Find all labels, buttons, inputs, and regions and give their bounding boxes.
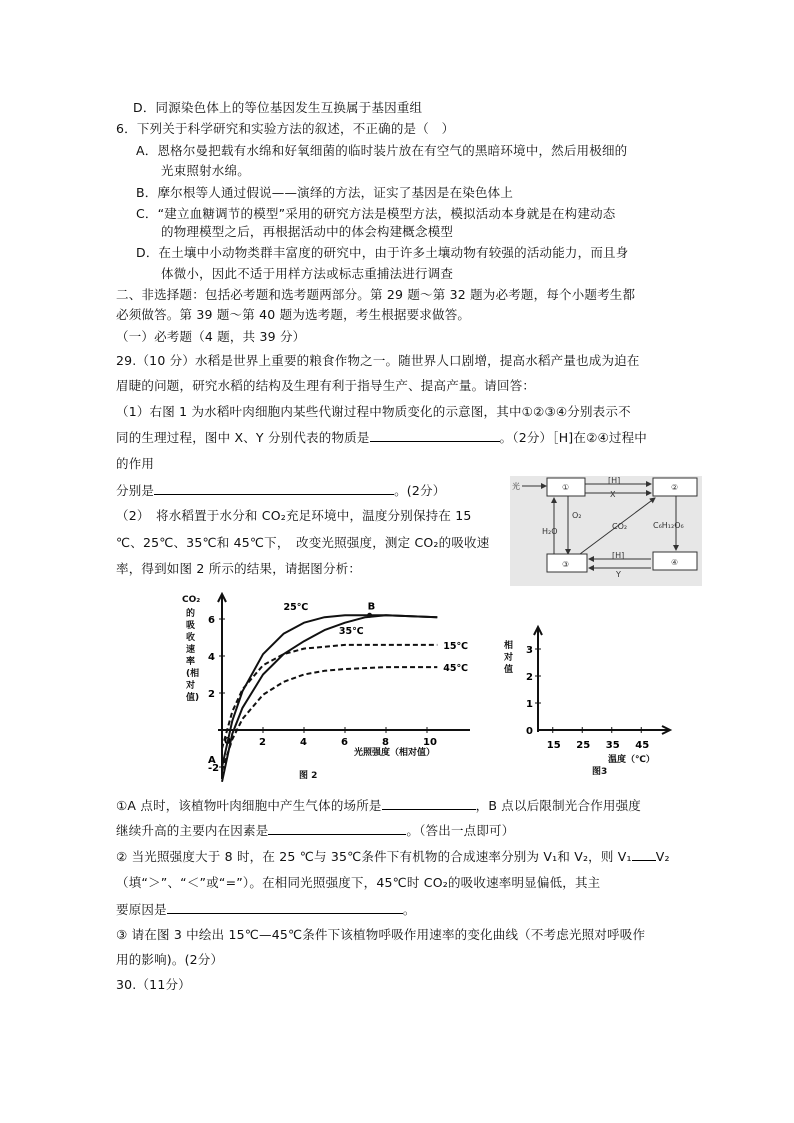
figure-3-chart [498,622,673,782]
q29-intro: 29.（10 分）水稻是世界上重要的粮食作物之一。随世界人口剧增，提高水稻产量也成为迫在 [116,353,640,368]
fig3-ylabel-1: 相 [504,641,514,651]
fig3-caption: 图3 [592,767,608,777]
subq-2-text: ② 当光照强度大于 8 时，在 25 ℃与 35℃条件下有机物的合成速率分别为 V₁和 V₂，则 V₁ [116,849,632,864]
fig3-ytick-label: 0 [526,726,533,737]
fig1-process-4: ④ [671,558,679,567]
fig2-series-label: 15℃ [443,640,468,652]
answer-blank-reason[interactable] [167,901,403,914]
fig2-ylabel-6: 率 [186,657,196,667]
option-d-cont: 体微小，因此不适于用样方法或标志重捕法进行调查 [161,266,454,281]
fig1-h-top: [H] [608,476,621,485]
subq-3: ③ 请在图 3 中绘出 15℃—45℃条件下该植物呼吸作用速率的变化曲线（不考虑光照对呼吸作 [116,927,646,942]
fig2-ylabel-7: (相 [186,669,200,679]
fig3-ytick-label: 2 [526,672,533,683]
figure-1-diagram [510,476,702,586]
fig2-series-line [222,645,437,749]
fig2-ytick-label: 4 [208,652,215,663]
fig1-h-bot: [H] [612,551,625,560]
fig2-series-line [222,615,437,767]
fig2-ytick-label: 2 [208,689,215,700]
fig1-light-label: 光 [512,482,520,491]
answer-blank-factor[interactable] [268,822,406,835]
fig2-xtick-label: 4 [300,737,307,748]
fig2-point-b-label: B [367,601,376,613]
fig3-xtick-label: 45 [635,740,650,751]
fig3-xlabel: 温度（℃） [608,755,655,765]
answer-blank-compare[interactable] [632,848,656,861]
fig1-glucose: C₆H₁₂O₆ [653,521,684,530]
subq-1-cont [116,822,514,839]
q29-part2: （2） 将水稻置于水分和 CO₂充足环境中，温度分别保持在 15 [116,508,472,523]
subq-1-cont-text: 继续升高的主要内在因素是 [116,823,269,838]
required-heading: （一）必考题（4 题，共 39 分） [116,329,306,344]
fig2-ylabel-3: 吸 [186,621,196,631]
fig3-ylabel-2: 对 [504,653,514,663]
fig2-point-b [367,613,372,618]
fig2-caption: 图 2 [299,771,318,781]
subq-3-cont: 用的影响)。(2分） [116,952,224,967]
subq-2 [116,848,670,865]
option-a-cont: 光束照射水绵。 [161,163,250,178]
answer-blank-xy[interactable] [370,429,500,442]
answer-blank-gas-site[interactable] [382,797,476,810]
fig3-ylabel-3: 值 [504,665,514,675]
option-b: B．摩尔根等人通过假说——演绎的方法，证实了基因是在染色体上 [136,185,514,200]
subq-2-cont2 [116,901,416,918]
fig2-ylabel-1: CO₂ [182,595,201,605]
fig3-xtick-label: 25 [576,740,591,751]
fig1-process-3: ③ [562,560,570,569]
option-c: C．“建立血糖调节的模型”采用的研究方法是模型方法，模拟活动本身就是在构建动态 [136,206,616,221]
fig1-x: X [610,490,616,499]
fig3-ytick-label: 3 [526,645,533,656]
fig2-ylabel-5: 速 [186,645,196,655]
subq-1 [116,797,641,814]
section-2-intro: 二、非选择题：包括必考题和选考题两部分。第 29 题～第 32 题为必考题，每个小题考生都 [116,287,636,302]
fig2-xtick-label: 10 [423,737,437,748]
option-d-q5: D．同源染色体上的等位基因发生互换属于基因重组 [133,100,423,115]
fig3-xtick-label: 15 [546,740,561,751]
q29-part1-answer-line [116,482,445,499]
q29-part1: （1）右图 1 为水稻叶肉细胞内某些代谢过程中物质变化的示意图，其中①②③④分别表示不 [116,404,631,419]
q29-part1-text: 同的生理过程，图中 X、Y 分别代表的物质是 [116,430,370,445]
subq-2-v2: V₂ [655,849,670,864]
subq-1-text: ①A 点时，该植物叶肉细胞中产生气体的场所是 [116,798,382,813]
answer-blank-h-role[interactable] [154,482,394,495]
fig2-xtick-label: 2 [259,737,266,748]
fig2-point-a-label: A [208,755,216,766]
fig2-ylabel-8: 对 [186,681,196,691]
fig1-process-1: ① [562,483,570,492]
q29-intro-cont: 眉睫的问题，研究水稻的结构及生理有利于指导生产、提高产量。请回答： [116,378,536,393]
fig2-xtick-label: 8 [382,737,389,748]
fig1-y: Y [616,570,621,579]
fig1-h2o: H₂O [542,527,558,536]
fig1-o2: O₂ [572,511,582,520]
q29-part2-cont2: 率，得到如图 2 所示的结果，请据图分析： [116,561,362,576]
fig2-series-label: 35℃ [338,625,364,637]
q29-part1-tail: 。（2分）［H]在②④过程中 [499,430,647,445]
fig2-xtick-label: 6 [341,737,348,748]
fig2-origin-label: 0 [224,736,231,747]
fig3-xtick-label: 35 [605,740,620,751]
fig2-ytick-label: 6 [208,615,215,626]
fig2-ylabel-2: 的 [186,609,196,619]
fig1-process-2: ② [671,483,679,492]
fig2-series-label: 45℃ [443,663,468,675]
fig2-ytick-label: -2 [208,763,220,774]
figure-2-chart [180,592,470,787]
subq-1-cont-tail: 。（答出一点即可） [406,823,515,838]
q29-part1-role: 的作用 [116,456,155,471]
section-2-intro-cont: 必须做答。第 39 题～第 40 题为选考题，考生根据要求做答。 [116,307,471,322]
fig1-co2: CO₂ [612,522,628,531]
option-d: D．在土壤中小动物类群丰富度的研究中，由于许多土壤动物有较强的活动能力，而且身 [136,245,629,260]
question-30: 30.（11分） [116,977,191,992]
fig2-ylabel-4: 收 [186,633,196,643]
fig2-xlabel: 光照强度（相对值） [354,748,436,758]
answer-prefix: 分别是 [116,483,155,498]
answer-suffix: 。(2分） [394,483,446,498]
option-a: A．恩格尔曼把载有水绵和好氧细菌的临时装片放在有空气的黑暗环境中，然后用极细的 [136,143,628,158]
q29-part2-cont: ℃、25℃、35℃和 45℃下， 改变光照强度，测定 CO₂的吸收速 [116,535,490,550]
q29-part1-cont [116,429,647,446]
subq-2-cont: （填“＞”、“＜”或“=”）。在相同光照强度下，45℃时 CO₂的吸收速率明显偏低，其主 [116,875,601,890]
option-c-cont: 的物理模型之后，再根据活动中的体会构建概念模型 [161,224,454,239]
subq-2-reason-tail: 。 [402,902,416,917]
subq-1-tail: ，B 点以后限制光合作用强度 [475,798,641,813]
fig3-ytick-label: 1 [526,699,533,710]
fig2-ylabel-9: 值) [186,693,200,703]
fig2-series-label: 25℃ [283,601,309,613]
subq-2-reason-text: 要原因是 [116,902,167,917]
question-6: 6．下列关于科学研究和实验方法的叙述，不正确的是（ ） [116,121,455,136]
